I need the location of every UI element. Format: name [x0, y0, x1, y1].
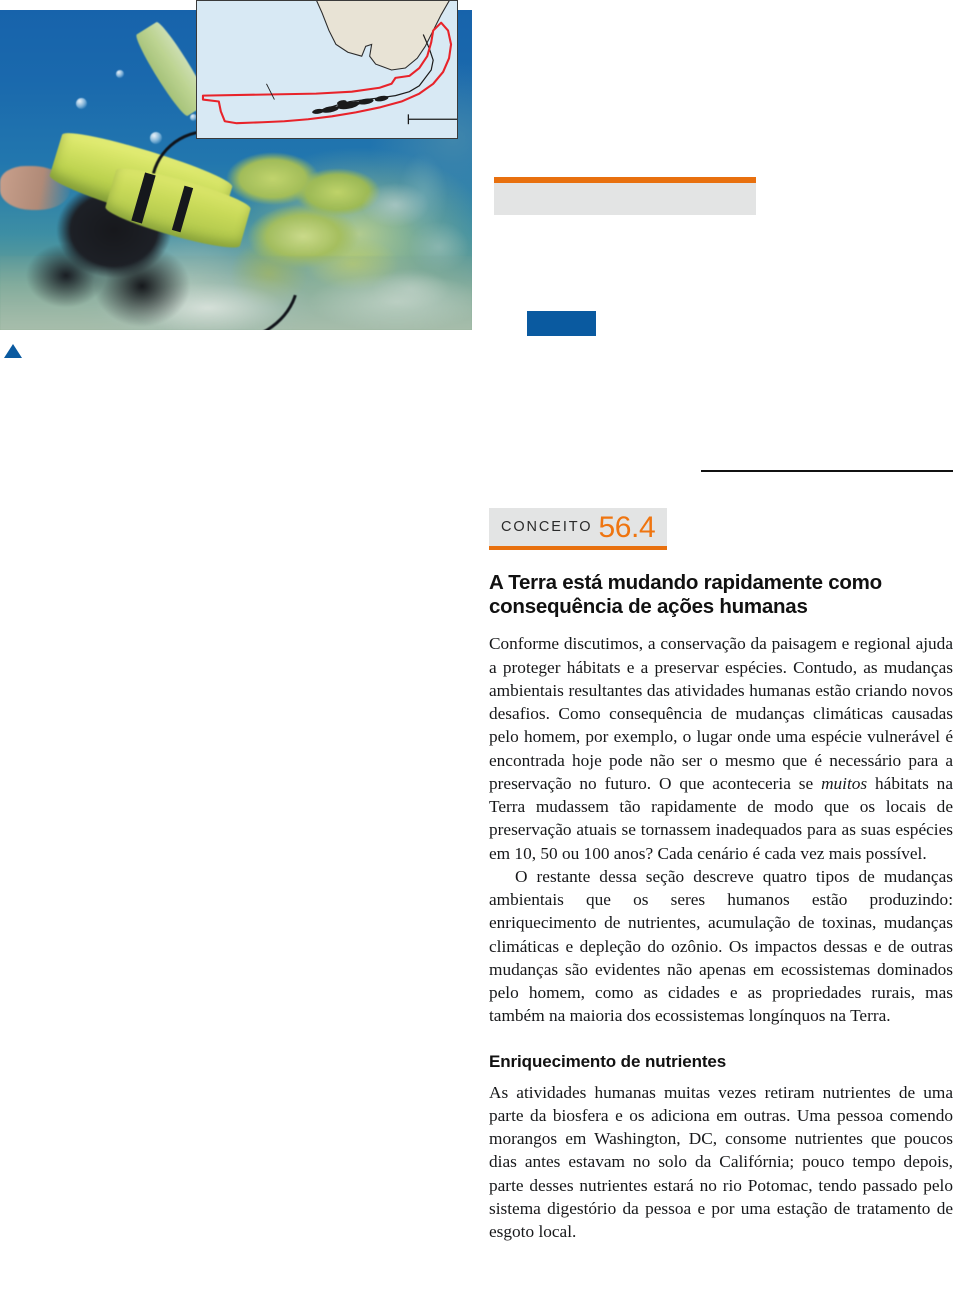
map-svg [197, 1, 457, 138]
air-bubble [76, 98, 87, 109]
florida-keys-sanctuary-map [196, 0, 458, 139]
subsection-paragraph: As atividades humanas muitas vezes retiram nutrientes de uma parte da biosfera e os adiciona em outras. Uma pessoa comendo morangos em Washington, DC, consome nutrientes que poucos dias antes estavam no solo da Califórnia; pouco tempo depois, parte desses nutrientes estará no rio Potomac, tendo passado pelo sistema digestório da pessoa e por uma estação de tratamento de esgoto local. [489, 1082, 953, 1242]
blue-placeholder-block [527, 311, 596, 336]
body-paragraph-1 [489, 632, 953, 865]
orange-rule-gray-placeholder [494, 177, 756, 215]
column-divider-rule [701, 470, 953, 472]
concept-label: CONCEITO [501, 519, 593, 535]
concept-badge [489, 508, 667, 550]
article-text-column [489, 508, 953, 1243]
figure-caption-triangle [4, 344, 22, 358]
body-paragraph-2: O restante dessa seção descreve quatro tipos de mudanças ambientais que os seres humanos estão produzindo: enriquecimento de nutrientes, acumulação de toxinas, mudanças climáticas e depleção do ozônio. Os impactos dessas e de outras mudanças são evidentes não apenas em ecossistemas dominados pelo homem, como as cidades e as propriedades rurais, mas também na maioria dos ecossistemas longínquos na Terra. [489, 866, 953, 1026]
air-bubble [150, 132, 162, 144]
air-bubble [116, 70, 124, 78]
concept-number: 56.4 [598, 511, 656, 544]
paragraph-1-text-part-2: hábitats na Terra mudassem tão rapidamente de modo que os locais de preservação atuais se tornassem inadequados para as suas espécies em 10, 50 ou 100 anos? Cada cenário é cada vez mais possível. [489, 773, 953, 863]
paragraph-1-text-part-1: Conforme discutimos, a conservação da paisagem e regional ajuda a proteger hábitats e a preservar espécies. Contudo, as mudanças ambientais resultantes das atividades humanas estão criando novos desafios. Como consequência de mudanças climáticas causadas pelo homem, por exemplo, o lugar onde uma espécie vulnerável é encontrada hoje pode não ser o mesmo que é necessário para a preservação no futuro. O que aconteceria se [489, 634, 953, 793]
paragraph-1-emphasis: muitos [821, 773, 868, 793]
page-title: A Terra está mudando rapidamente como consequência de ações humanas [489, 571, 882, 619]
subsection-heading: Enriquecimento de nutrientes [489, 1051, 727, 1071]
